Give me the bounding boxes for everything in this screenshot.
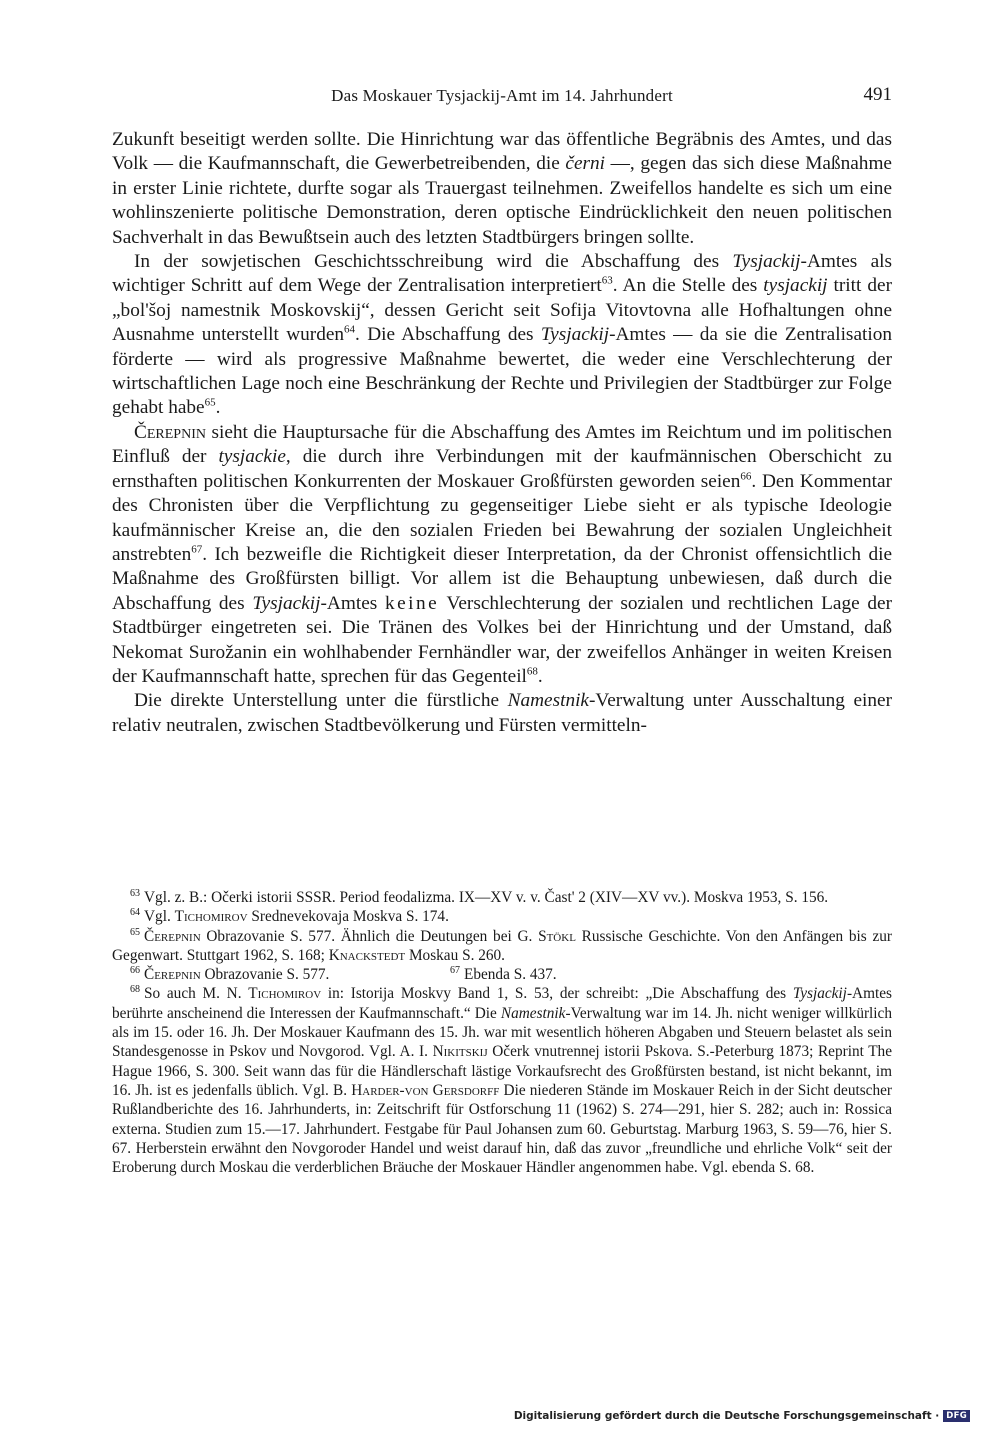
footnote-number: 66 — [130, 965, 140, 977]
footnote-text: Vgl. z. B.: Očerki istorii SSSR. Period feodalizma. IX—XV v. v. Čast' 2 (XIV—XV vv.). Moskva 1953, S. 156. — [144, 889, 829, 906]
footnote-ref-67[interactable]: 67 — [191, 543, 203, 556]
footnote-text: Očerk vnutrennej istorii Pskova. S.-Peterburg 1873; Reprint The Hague 1966, S. 300. Seit wann das für die Händlerschaft lästige Vorkaufsrecht des Großfürsten bestand, ist nicht bekannt, im 16. Jh. ist es jedenfalls üblich. Vgl. B. — [112, 1043, 892, 1099]
author-name: Stökl — [538, 927, 576, 945]
text-run: . Die Abschaffung des — [355, 324, 541, 346]
text-run: -Amtes — [320, 592, 385, 614]
text-run: tritt der „bol'šoj namestnik Moskovskij“, dessen Gericht seit Sofija Vitovtovna alle Hofhaltungen ohne Ausnahme unterstellt wurden — [112, 275, 892, 346]
footnote-64 — [112, 907, 892, 926]
italic-term: Tysjackij — [732, 251, 801, 273]
paragraph-1 — [112, 128, 892, 250]
text-run: —, gegen das sich diese Maßnahme in erster Linie richtete, durfte sogar als Trauergast teilnehmen. Zweifellos handelte es sich um eine wohlinszenierte politische Demonstration, deren optische Eindrücklichkeit den neuen politischen Sachverhalt in das Bewußtsein auch des letzten Stadtbürgers bringen sollte. — [112, 153, 892, 248]
text-run: . An die Stelle des — [612, 275, 764, 297]
footnote-68 — [112, 984, 892, 1177]
text-run: . — [215, 397, 221, 419]
footnote-text: Russische Geschichte. Von den Anfängen bis zur Gegenwart. Stuttgart 1962, S. 168; — [112, 927, 892, 964]
dfg-logo: DFG — [943, 1410, 970, 1422]
text-run: , die durch ihre Verbindungen mit der kaufmännischen Oberschicht zu ernsthaften politischen Konkurrenten der Moskauer Großfürsten geworden seien — [112, 446, 892, 492]
emphasis-spaced: keine — [384, 592, 440, 614]
author-name: Tichomirov — [248, 985, 322, 1003]
footnote-ref-68[interactable]: 68 — [526, 665, 538, 678]
running-header — [112, 86, 892, 112]
italic-term: Tysjackij — [252, 592, 321, 614]
text-run: -Amtes — da sie die Zentralisation förderte — wird als progressive Maßnahme bewertet, die weder eine Verschlechterung der wirtschaftlichen Lage noch eine Beschränkung der Rechte und Privilegien der Stadtbürger zur Folge gehabt habe — [112, 324, 892, 419]
author-name: Čerepnin — [144, 966, 201, 984]
author-name: Čerepnin — [134, 421, 206, 443]
footnote-number: 68 — [130, 984, 140, 996]
footnote-text: Moskau S. 260. — [405, 946, 505, 964]
paragraph-2 — [112, 250, 892, 421]
footnote-text: Obrazovanie S. 577. Ähnlich die Deutungen bei G. — [200, 927, 539, 945]
digitization-note — [514, 1410, 970, 1422]
footnotes — [112, 888, 892, 1177]
footnote-65 — [112, 927, 892, 966]
footnote-number: 65 — [130, 926, 140, 938]
italic-term: černi — [565, 153, 606, 175]
text-run: -Verwaltung unter Ausschaltung einer relativ neutralen, zwischen Stadtbevölkerung und Fürsten vermitteln- — [112, 690, 892, 736]
page-number: 491 — [863, 84, 892, 105]
italic-term: tysjackie — [218, 446, 286, 468]
footnote-text: Vgl. — [144, 908, 175, 926]
footnote-number: 67 — [450, 965, 460, 977]
author-name: Tichomirov — [174, 908, 248, 926]
footnote-text: Die niederen Stände im Moskauer Reich in der Sicht deutscher Rußlandberichte des 16. Jahrhunderts, in: Zeitschrift für Ostforschung 11 (1962) S. 274—291, hier S. 282; auch in: Rossica externa. Studien zum 15.—17. Jahrhundert. Festgabe für Paul Johansen zum 60. Geburtstag. Marburg 1963, S. 59—76, hier S. 67. Herberstein erwähnt den Novgoroder Handel und weist darauf hin, daß das zuvor „freundliche und ehrliche Volk“ seit der Eroberung durch Moskau die verderblichen Bräuche der Moskauer Händler angenommen habe. Vgl. ebenda S. 68. — [112, 1081, 892, 1177]
footnote-63 — [112, 888, 892, 907]
italic-term: Namestnik — [500, 1004, 566, 1022]
footnote-ref-66[interactable]: 66 — [740, 470, 752, 483]
footnote-text: -Verwaltung war im 14. Jh. nicht weniger willkürlich als im 15. oder 16. Jh. Der Moskauer Kaufmann des 15. Jh. war mit wesentlich höheren Abgaben und Steuern belastet als sein Standesgenosse in Pskov und Novgorod. Vgl. A. I. — [112, 1004, 892, 1061]
italic-term: Namestnik — [507, 690, 589, 712]
text-run: Verschlechterung der sozialen und rechtlichen Lage der Stadtbürger eingetreten sei. Die Tränen des Volkes bei der Hinrichtung und der Umstand, daß Nekomat Surožanin ein wohlhabender Fernhändler war, der zweifellos Anhänger in weiten Kreisen der Kaufmannschaft hatte, sprechen für das Gegenteil — [112, 592, 892, 687]
text-run: . — [537, 665, 543, 687]
footnote-number: 63 — [130, 887, 140, 899]
text-run: sieht die Hauptursache für die Abschaffung des Amtes im Reichtum und im politischen Einfluß der — [112, 421, 892, 468]
running-title: Das Moskauer Tysjackij-Amt im 14. Jahrhundert — [331, 86, 673, 105]
footnote-text: So auch M. N. — [144, 985, 249, 1003]
text-run: In der sowjetischen Geschichtsschreibung wird die Abschaffung des — [134, 251, 733, 273]
paragraph-4 — [112, 689, 892, 738]
main-text — [112, 128, 892, 738]
author-name: Čerepnin — [144, 927, 201, 945]
text-run: Die direkte Unterstellung unter die fürstliche — [134, 690, 508, 712]
footnote-text: Srednevekovaja Moskva S. 174. — [247, 908, 449, 926]
footnote-text: -Amtes berührte anscheinend die Interessen der Kaufmannschaft.“ Die — [112, 985, 892, 1022]
digitization-text: Digitalisierung gefördert durch die Deutsche Forschungsgemeinschaft · — [513, 1410, 940, 1422]
text-run: -Amtes als wichtiger Schritt auf dem Wege der Zentralisation interpretiert — [112, 251, 892, 297]
author-name: Knackstedt — [328, 946, 406, 964]
author-name: Harder-von Gersdorff — [351, 1081, 500, 1099]
italic-term: tysjackij — [763, 275, 828, 297]
footnote-text: Obrazovanie S. 577. — [200, 966, 330, 984]
footnote-ref-65[interactable]: 65 — [204, 397, 216, 410]
footnote-ref-63[interactable]: 63 — [601, 275, 613, 288]
text-run: . Den Kommentar des Chronisten über die Verpflichtung zu gegenseitiger Liebe sieht er als typische Ideologie kaufmännischer Kreise an, die den sozialen Frieden bei Bewahrung der sozialen Ungleichheit anstrebten — [112, 470, 892, 565]
paragraph-3 — [112, 421, 892, 689]
footnote-66-67 — [112, 965, 892, 984]
text-run: . Ich bezweifle die Richtigkeit dieser Interpretation, da der Chronist offensichtlich die Maßnahme des Großfürsten billigt. Vor allem ist die Behauptung unbewiesen, daß durch die Abschaffung des — [112, 543, 892, 614]
footnote-number: 64 — [130, 907, 140, 919]
footnote-text: in: Istorija Moskvy Band 1, S. 53, der schreibt: „Die Abschaffung des — [321, 985, 793, 1003]
footnote-ref-64[interactable]: 64 — [344, 323, 356, 336]
text-run: Zukunft beseitigt werden sollte. Die Hinrichtung war das öffentliche Begräbnis des Amtes, und das Volk — die Kaufmannschaft, die Gewerbetreibenden, die — [112, 129, 892, 175]
footnote-text: Ebenda S. 437. — [464, 966, 557, 984]
italic-term: Tysjackij — [540, 324, 610, 346]
italic-term: Tysjackij — [792, 985, 847, 1003]
author-name: Nikitskij — [432, 1043, 488, 1061]
